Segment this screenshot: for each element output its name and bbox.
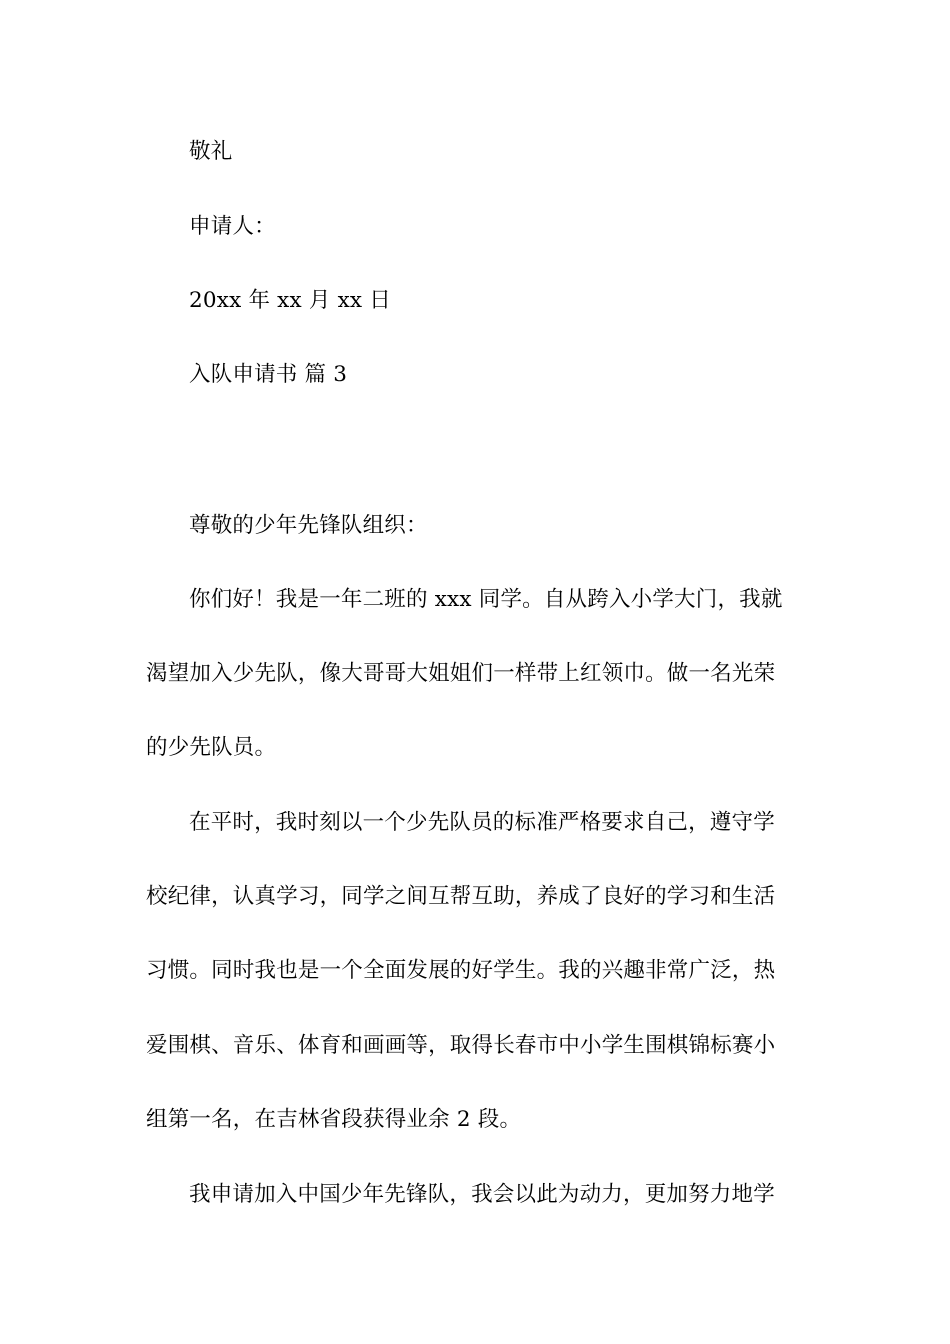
section-title: 入队申请书 篇 3 — [189, 362, 348, 387]
paragraph-line: 爱围棋、音乐、体育和画画等，取得长春市中小学生围棋锦标赛小 — [146, 1033, 776, 1058]
paragraph-line: 校纪律，认真学习，同学之间互帮互助，养成了良好的学习和生活 — [146, 884, 776, 909]
applicant-label: 申请人： — [189, 214, 276, 239]
paragraph-line: 习惯。同时我也是一个全面发展的好学生。我的兴趣非常广泛，热 — [146, 958, 776, 983]
paragraph-line: 我申请加入中国少年先锋队，我会以此为动力，更加努力地学 — [189, 1182, 775, 1207]
paragraph-line: 你们好！我是一年二班的 xxx 同学。自从跨入小学大门，我就 — [189, 587, 783, 612]
salutation: 尊敬的少年先锋队组织： — [189, 513, 428, 538]
paragraph-line: 在平时，我时刻以一个少先队员的标准严格要求自己，遵守学 — [189, 810, 775, 835]
paragraph-line: 组第一名，在吉林省段获得业余 2 段。 — [146, 1107, 522, 1132]
paragraph-line: 的少先队员。 — [146, 735, 277, 760]
date-text: 20xx 年 xx 月 xx 日 — [189, 288, 391, 313]
closing-text: 敬礼 — [189, 139, 233, 164]
paragraph-line: 渴望加入少先队，像大哥哥大姐姐们一样带上红领巾。做一名光荣 — [146, 661, 776, 686]
